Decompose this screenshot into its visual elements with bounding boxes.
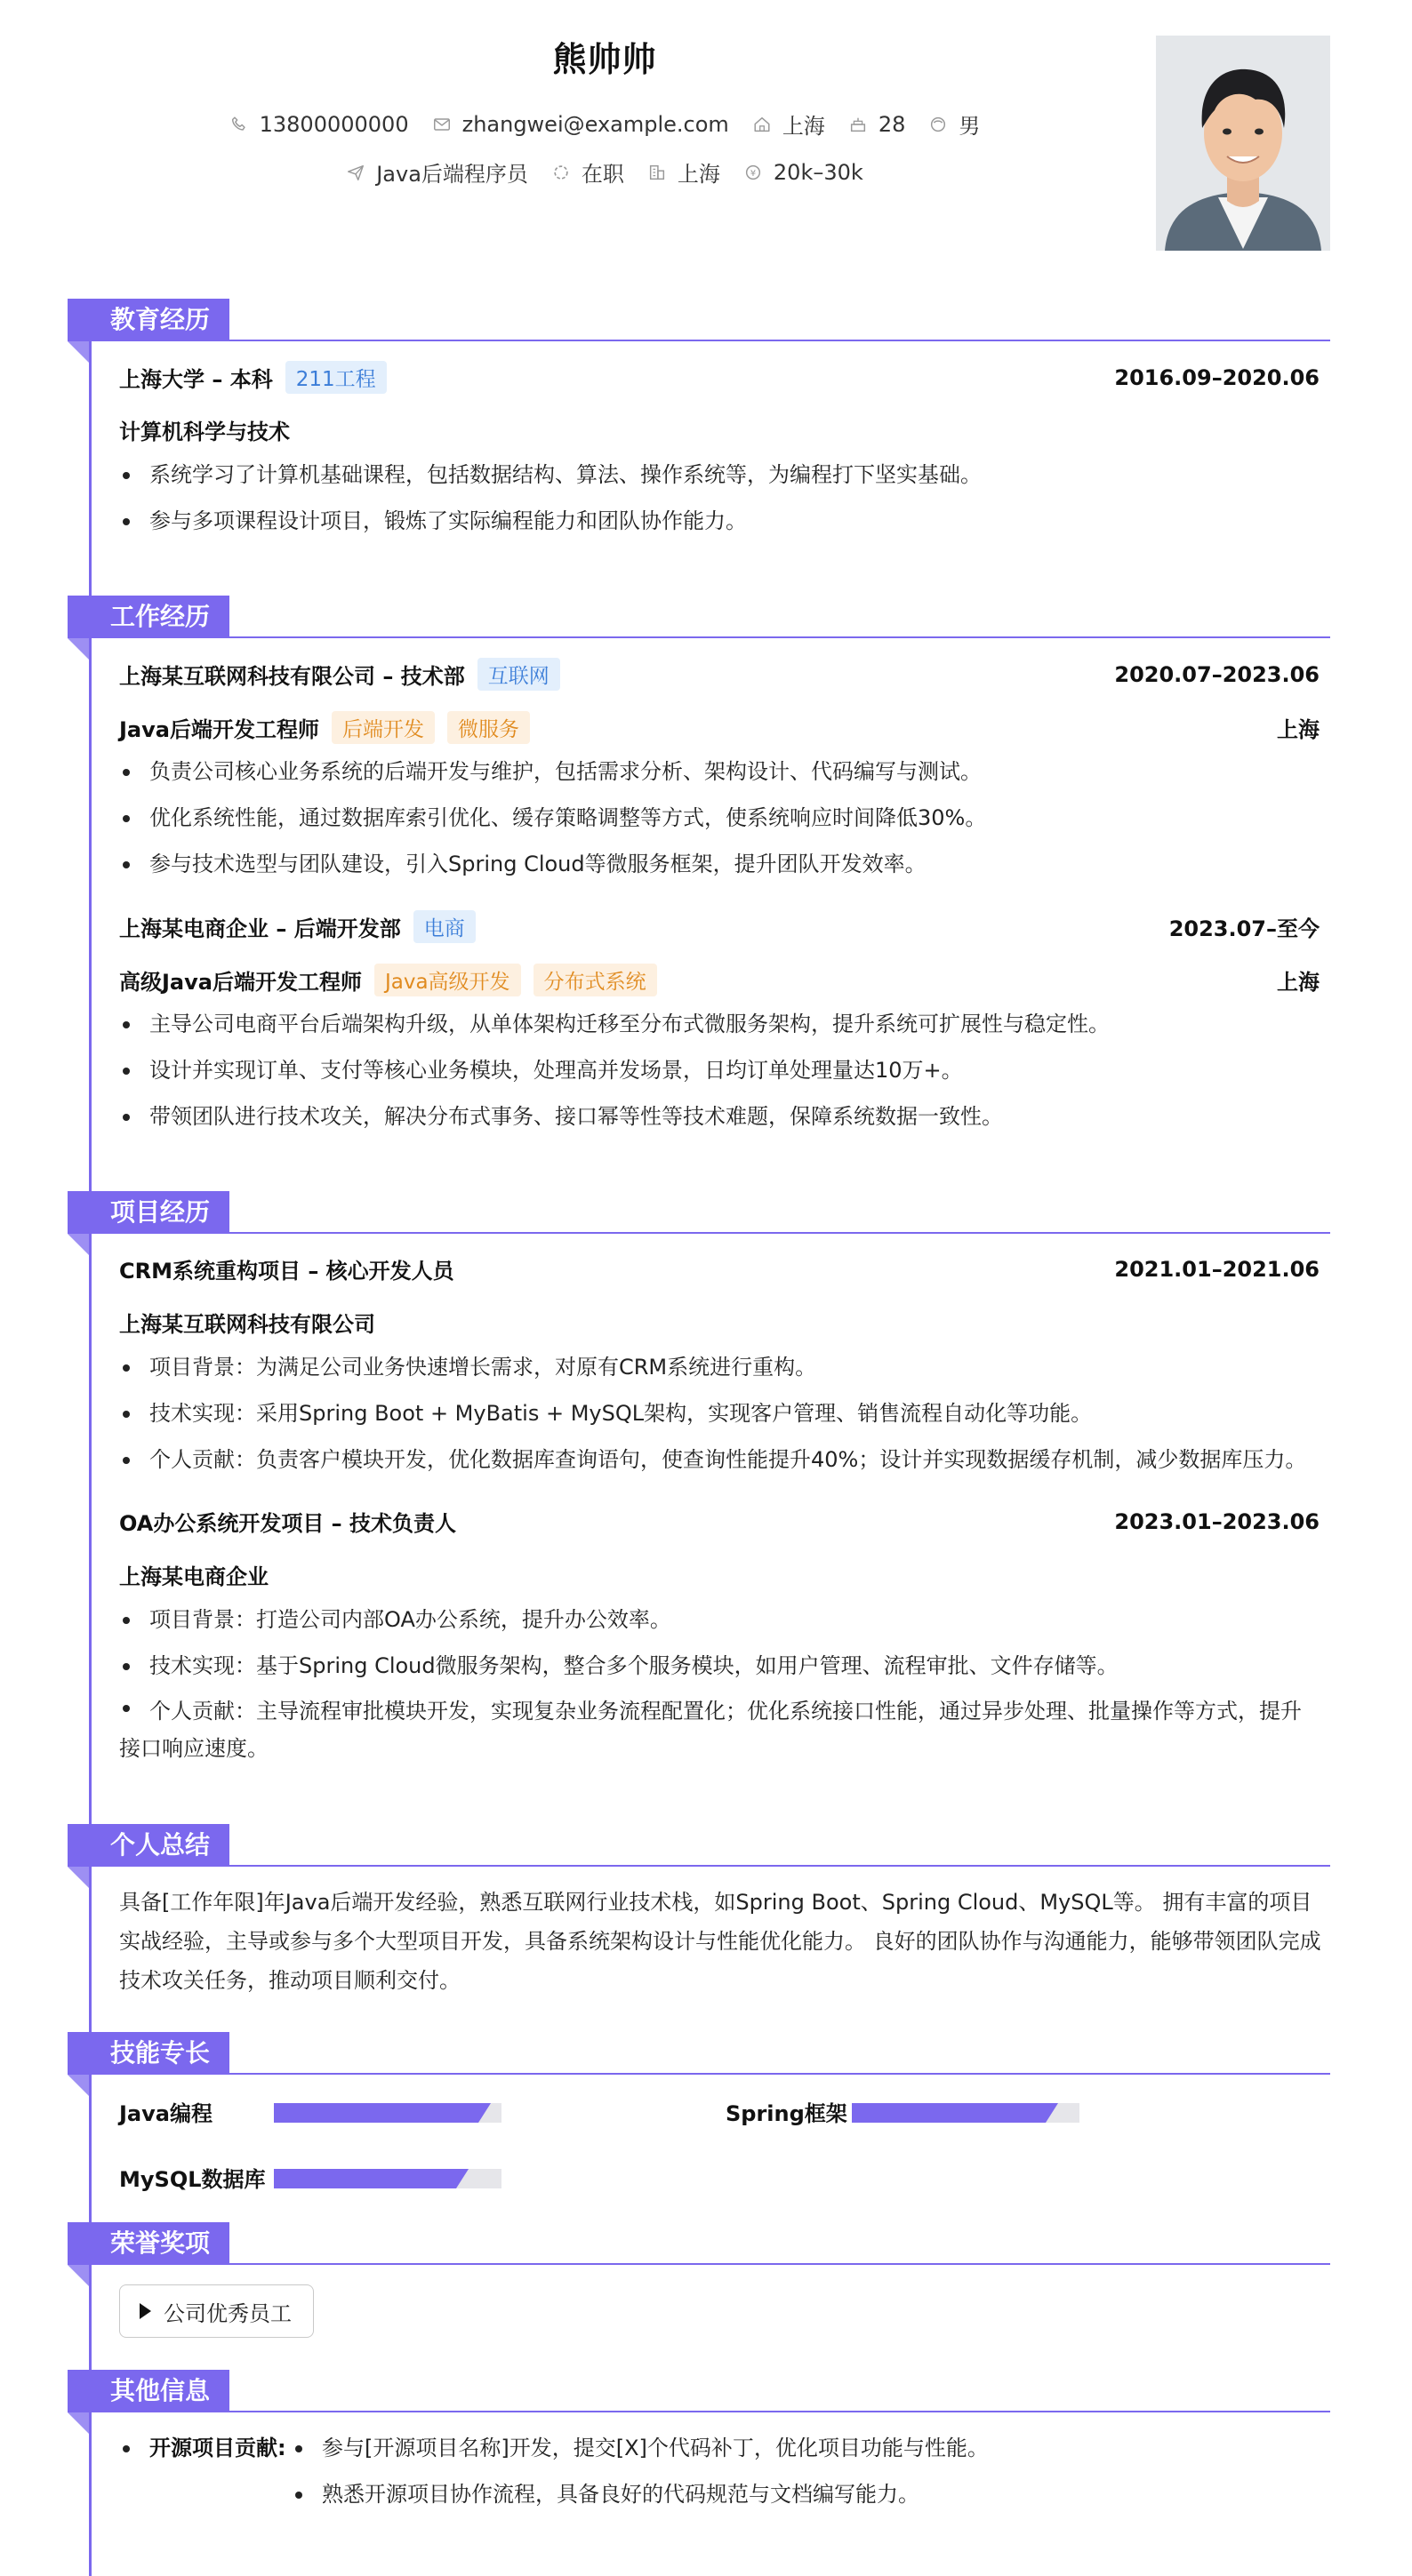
skill-bar: [274, 2103, 501, 2123]
role-name: 高级Java后端开发工程师: [119, 970, 362, 995]
work-bullets: [119, 748, 1312, 887]
home-icon: [752, 115, 772, 134]
skill-fill: [274, 2169, 456, 2188]
list-item: 负责公司核心业务系统的后端开发与维护，包括需求分析、架构设计、代码编写与测试。: [119, 748, 1312, 795]
status-text: 在职: [581, 162, 624, 187]
skills-section: [68, 2032, 1330, 2210]
status-item: [551, 156, 624, 188]
project-title-row: [119, 1253, 1320, 1284]
phone-text: 13800000000: [259, 111, 409, 137]
work-period: 2020.07–2023.06: [1114, 661, 1320, 687]
skill-name: Spring框架: [726, 2101, 847, 2126]
profile-photo: [1156, 36, 1330, 251]
profile-photo-image: [1156, 36, 1330, 251]
skill-name: MySQL数据库: [119, 2167, 266, 2192]
honors-header: [68, 2222, 1330, 2270]
skill-fill: [852, 2103, 1046, 2123]
send-icon: [346, 163, 365, 182]
salary-item: [743, 160, 863, 185]
project-header: [68, 1191, 1330, 1239]
work-city: 上海: [1277, 970, 1320, 995]
email-text: zhangwei@example.com: [461, 111, 729, 137]
section-title: 教育经历: [68, 299, 229, 341]
school-tag: 211工程: [285, 361, 387, 394]
gender-icon: [928, 115, 948, 134]
list-item: 参与[开源项目名称]开发，提交[X]个代码补丁，优化项目功能与性能。: [292, 2425, 1312, 2471]
work-role-row: [119, 964, 1320, 996]
list-item: 熟悉开源项目协作流程，具备良好的代码规范与文档编写能力。: [292, 2471, 1312, 2517]
list-item: 项目背景：为满足公司业务快速增长需求，对原有CRM系统进行重构。: [119, 1344, 1312, 1390]
project-period: 2021.01–2021.06: [1114, 1256, 1320, 1282]
section-divider: [68, 2411, 1330, 2412]
honor-item[interactable]: [119, 2284, 314, 2338]
project-section: [68, 1191, 1330, 1804]
svg-text:¥: ¥: [750, 168, 757, 179]
list-item: 技术实现：基于Spring Cloud微服务架构，整合多个服务模块，如用户管理、流程审批、文件存储等。: [119, 1643, 1312, 1689]
work-period: 2023.07–至今: [1168, 916, 1320, 941]
project-company: 上海某电商企业: [119, 1564, 269, 1589]
city-item: [647, 156, 720, 188]
project-title: CRM系统重构项目 – 核心开发人员: [119, 1259, 454, 1284]
list-item: 个人贡献：主导流程审批模块开发，实现复杂业务流程配置化；优化系统接口性能，通过异步处理、批量操作等方式，提升接口响应速度。: [119, 1689, 1312, 1767]
list-item: 带领团队进行技术攻关，解决分布式事务、接口幂等性等技术难题，保障系统数据一致性。: [119, 1093, 1312, 1140]
list-item: 设计并实现订单、支付等核心业务模块，处理高并发场景，日均订单处理量达10万+。: [119, 1047, 1312, 1093]
work-bullets: [119, 1001, 1312, 1140]
school-name: 上海大学 – 本科: [119, 367, 273, 392]
age-icon: [848, 115, 868, 134]
list-item: 个人贡献：负责客户模块开发，优化数据库查询语句，使查询性能提升40%；设计并实现数据缓存机制，减少数据库压力。: [119, 1436, 1312, 1483]
work-header: [68, 596, 1330, 644]
project-period: 2023.01–2023.06: [1114, 1508, 1320, 1534]
major-name: 计算机科学与技术: [119, 420, 290, 444]
home-item: [752, 108, 825, 140]
job-item: [346, 156, 528, 188]
candidate-name: 熊帅帅: [552, 40, 657, 79]
other-key: 开源项目贡献:: [119, 2425, 286, 2471]
education-row: [119, 361, 1320, 394]
education-header: [68, 299, 1330, 347]
resume-header: [0, 0, 1412, 267]
list-item: 主导公司电商平台后端架构升级，从单体架构迁移至分布式微服务架构，提升系统可扩展性与稳定性。: [119, 1001, 1312, 1047]
project-title: OA办公系统开发项目 – 技术负责人: [119, 1511, 457, 1536]
summary-header: [68, 1824, 1330, 1872]
gender-item: [928, 108, 980, 140]
contact-row: [0, 108, 1209, 140]
project-bullets: [119, 1344, 1312, 1483]
section-title: 技能专长: [68, 2032, 229, 2075]
job-row: [0, 156, 1209, 188]
section-divider: [68, 636, 1330, 638]
industry-tag: 电商: [413, 910, 476, 943]
work-company-row: [119, 910, 1320, 943]
work-company-row: [119, 658, 1320, 691]
role-name: Java后端开发工程师: [119, 717, 319, 742]
list-item: 项目背景：打造公司内部OA办公系统，提升办公效率。: [119, 1596, 1312, 1643]
list-item: 技术实现：采用Spring Boot + MyBatis + MySQL架构，实现客户管理、销售流程自动化等功能。: [119, 1390, 1312, 1436]
list-item: 参与多项课程设计项目，锻炼了实际编程能力和团队协作能力。: [119, 498, 1312, 544]
work-section: [68, 596, 1330, 1147]
play-icon: [140, 2303, 151, 2319]
city-text: 上海: [677, 162, 720, 187]
education-bullets: [119, 452, 1312, 544]
section-divider: [68, 2073, 1330, 2075]
role-tag: 分布式系统: [534, 964, 657, 996]
project-title-row: [119, 1506, 1320, 1537]
salary-text: 20k–30k: [773, 159, 863, 185]
major-row: [119, 414, 1320, 445]
education-section: [68, 299, 1330, 565]
project-company-row: [119, 1307, 1320, 1338]
home-text: 上海: [782, 114, 825, 139]
section-divider: [68, 2263, 1330, 2265]
email-item: [432, 112, 729, 137]
section-title: 其他信息: [68, 2370, 229, 2412]
section-divider: [68, 340, 1330, 341]
section-divider: [68, 1865, 1330, 1867]
email-icon: [432, 115, 452, 134]
skill-name: Java编程: [119, 2101, 213, 2126]
list-item: 参与技术选型与团队建设，引入Spring Cloud等微服务框架，提升团队开发效率。: [119, 841, 1312, 887]
skill-fill: [274, 2103, 478, 2123]
work-city: 上海: [1277, 717, 1320, 742]
section-divider: [68, 1232, 1330, 1234]
section-title: 荣誉奖项: [68, 2222, 229, 2265]
role-tag: 微服务: [447, 711, 530, 744]
summary-section: [68, 1824, 1330, 2002]
company-name: 上海某电商企业 – 后端开发部: [119, 916, 401, 941]
work-role-row: [119, 711, 1320, 744]
phone-item: [229, 112, 409, 137]
honors-section: [68, 2222, 1330, 2356]
industry-tag: 互联网: [477, 658, 560, 691]
project-company: 上海某互联网科技有限公司: [119, 1312, 375, 1337]
project-bullets: [119, 1596, 1312, 1767]
education-period: 2016.09–2020.06: [1114, 364, 1320, 390]
phone-icon: [229, 115, 249, 134]
section-title: 个人总结: [68, 1824, 229, 1867]
skill-bar: [274, 2169, 501, 2188]
other-header: [68, 2370, 1330, 2418]
honor-label: 公司优秀员工: [164, 2300, 292, 2326]
gender-text: 男: [959, 114, 981, 139]
list-item: 系统学习了计算机基础课程，包括数据结构、算法、操作系统等，为编程打下坚实基础。: [119, 452, 1312, 498]
skill-bar: [852, 2103, 1079, 2123]
section-title: 工作经历: [68, 596, 229, 638]
job-text: Java后端程序员: [376, 162, 528, 187]
summary-text: 具备[工作年限]年Java后端开发经验，熟悉互联网行业技术栈，如Spring Boot、Spring Cloud、MySQL等。 拥有丰富的项目实战经验，主导或参与多个大型项目开发，具备系统架构设计与性能优化能力。 良好的团队协作与沟通能力，能够带领团队完成技术攻关任务，推动项目顺利交付。: [119, 1890, 1321, 1993]
company-name: 上海某互联网科技有限公司 – 技术部: [119, 664, 465, 689]
age-text: 28: [878, 111, 906, 137]
section-title: 项目经历: [68, 1191, 229, 1234]
other-sub-list: [292, 2425, 1312, 2517]
skills-header: [68, 2032, 1330, 2080]
age-item: [848, 112, 906, 137]
role-tag: Java高级开发: [374, 964, 521, 996]
building-icon: [647, 163, 667, 182]
role-tag: 后端开发: [332, 711, 435, 744]
list-item: 优化系统性能，通过数据库索引优化、缓存策略调整等方式，使系统响应时间降低30%。: [119, 795, 1312, 841]
status-icon: [551, 163, 571, 182]
other-section: [68, 2370, 1330, 2548]
salary-icon: [743, 163, 763, 182]
project-company-row: [119, 1559, 1320, 1590]
